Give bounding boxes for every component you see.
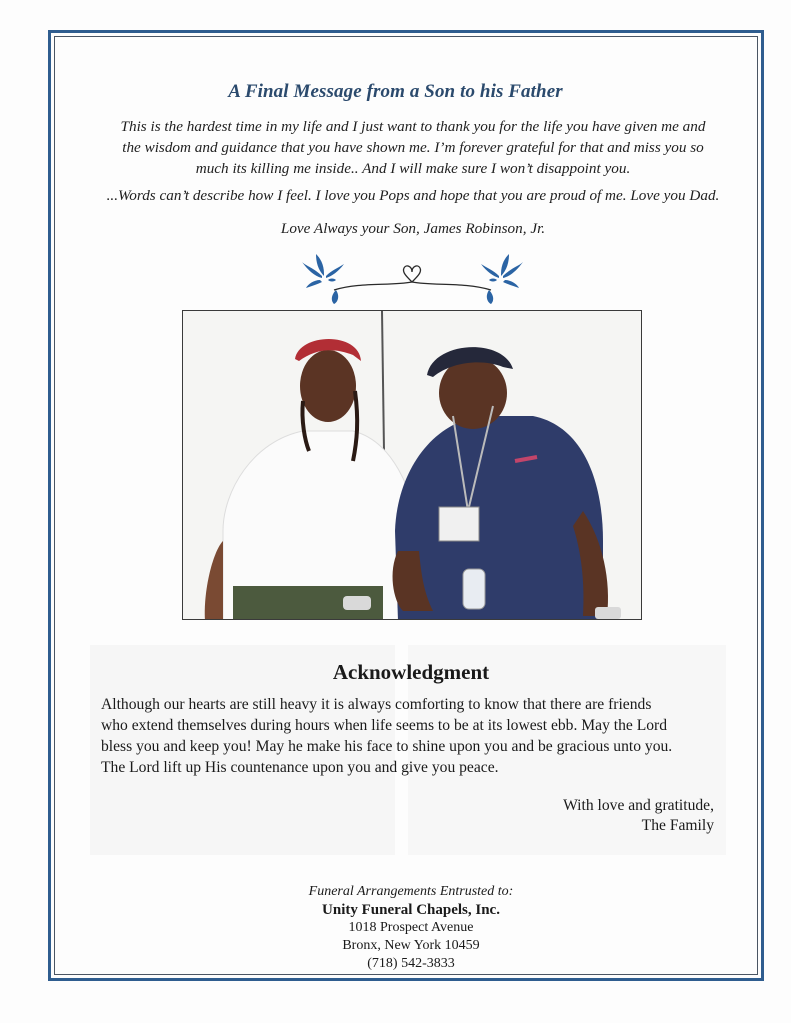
- funeral-home-footer: [0, 883, 791, 973]
- funeral-home-city: Bronx, New York 10459: [342, 938, 480, 953]
- message-signature: Love Always your Son, James Robinson, Jr.: [280, 220, 546, 237]
- left-leaf-spray-icon: [302, 254, 344, 304]
- message-line: much its killing me inside.. And I will make sure I won’t disappoint you.: [195, 160, 631, 177]
- from-line: The Family: [641, 817, 714, 834]
- acknowledgment-title: Acknowledgment: [332, 660, 490, 684]
- message-line: the wisdom and guidance that you have shown me. I’m forever grateful for that and miss you so: [122, 139, 704, 156]
- closing-line: With love and gratitude,: [563, 797, 714, 814]
- acknowledgment-line: who extend themselves during hours when life seems to be at its lowest ebb. May the Lord: [101, 717, 668, 734]
- acknowledgment-body: [101, 694, 741, 778]
- message-line: This is the hardest time in my life and I just want to thank you for the life you have given me and: [120, 118, 706, 135]
- funeral-home-phone: (718) 542-3833: [367, 956, 455, 971]
- divider-swirl-line: [334, 282, 491, 290]
- heart-curl-icon: [403, 266, 420, 282]
- acknowledgment-signoff: [563, 796, 714, 836]
- family-photo: [182, 310, 642, 620]
- right-leaf-spray-icon: [481, 254, 523, 304]
- footer-intro: Funeral Arrangements Entrusted to:: [308, 884, 514, 899]
- message-paragraph-2: ...Words can’t describe how I feel. I love you Pops and hope that you are proud of me. Love you Dad.: [106, 187, 720, 204]
- floral-heart-divider-icon: [300, 250, 525, 308]
- acknowledgment-line: Although our hearts are still heavy it is always comforting to know that there are friends: [101, 696, 652, 713]
- acknowledgment-line: The Lord lift up His countenance upon you and give you peace.: [101, 759, 499, 776]
- message-paragraph-1: [100, 116, 726, 179]
- funeral-home-name: Unity Funeral Chapels, Inc.: [322, 902, 500, 918]
- acknowledgment-line: bless you and keep you! May he make his face to shine upon you and be gracious unto you.: [101, 738, 673, 755]
- photo-illustration: [183, 311, 642, 620]
- message-title: A Final Message from a Son to his Father: [228, 81, 563, 102]
- funeral-home-street: 1018 Prospect Avenue: [348, 920, 474, 935]
